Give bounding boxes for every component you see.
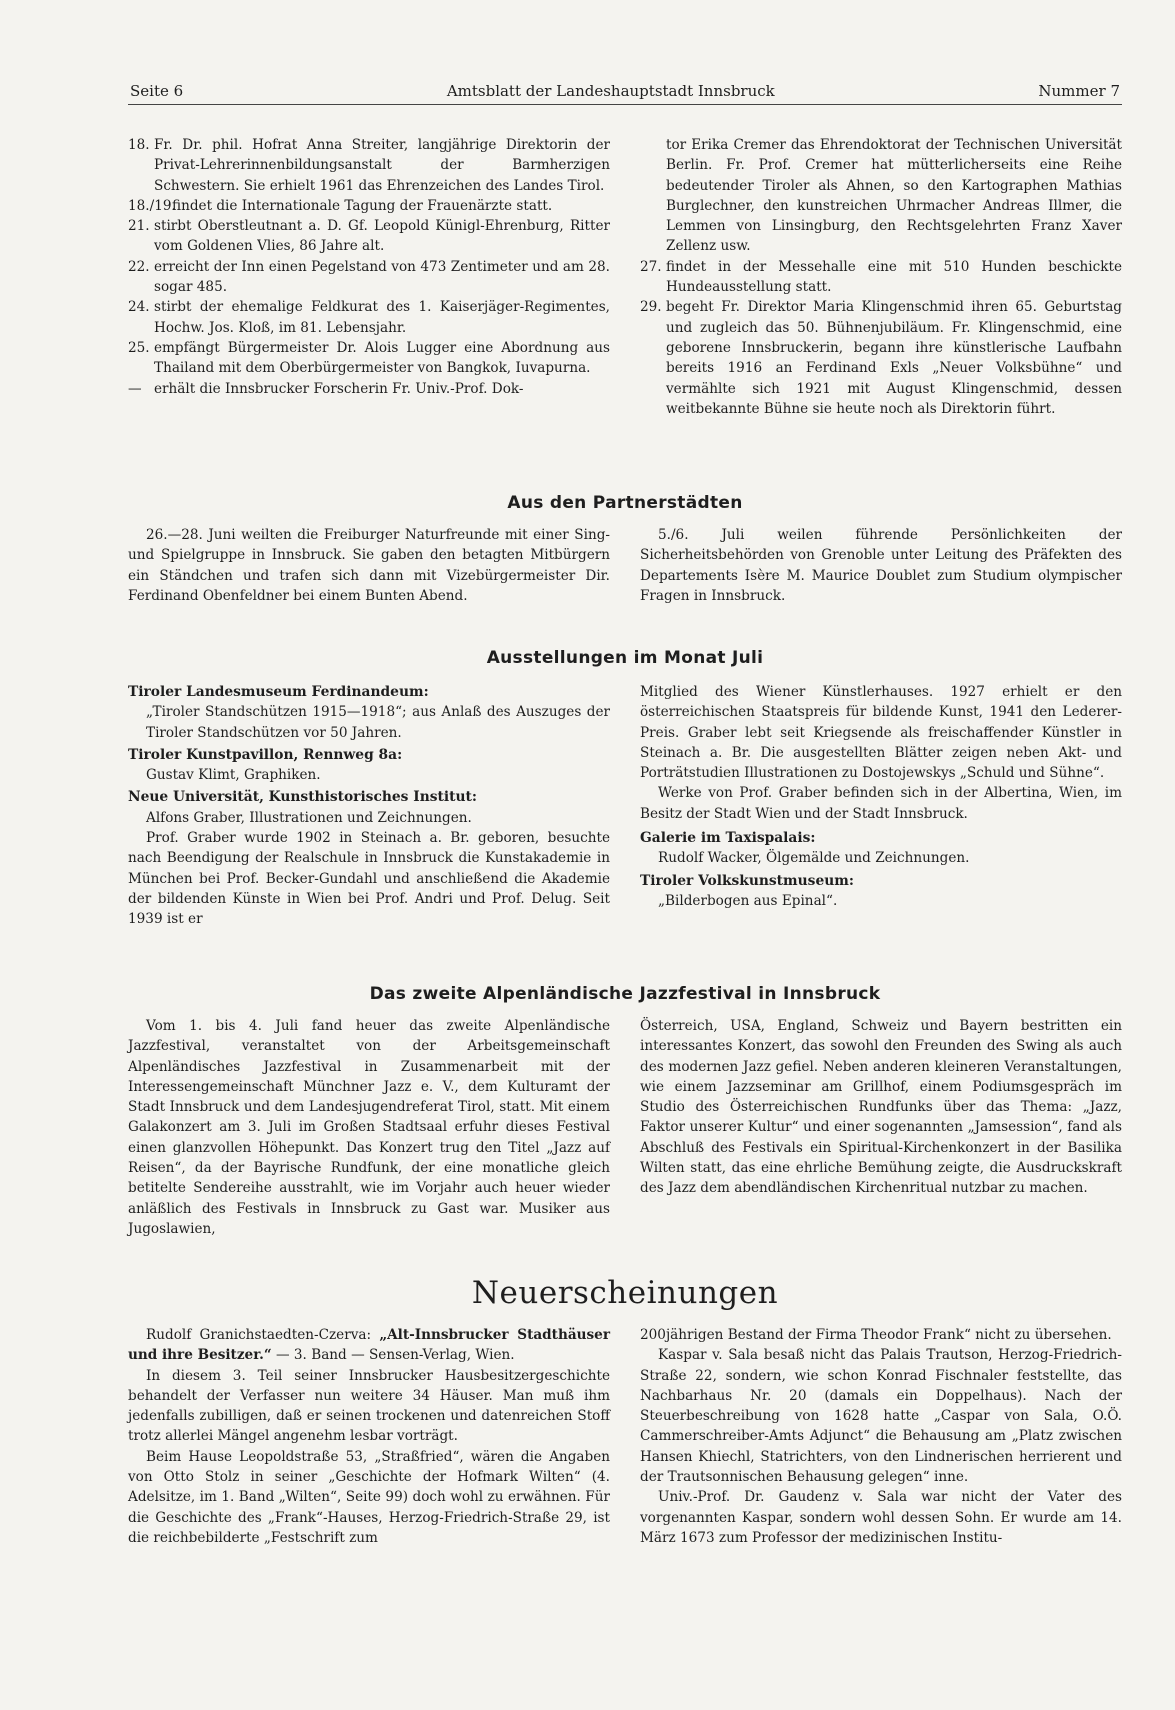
partner-paragraph: 5./6. Juli weilen führende Persönlichkeiten der Sicherheitsbehörden von Grenoble unter Leitung des Präfekten des Departements Isère M. Maurice Doublet zum Studium olympischer Fragen in Innsbruck. (640, 527, 1122, 604)
publication-title: Amtsblatt der Landeshauptstadt Innsbruck (446, 82, 775, 100)
section-heading-jazz-festival: Das zweite Alpenländische Jazzfestival in Innsbruck (369, 984, 881, 1004)
artist-works-note: Werke von Prof. Graber befinden sich in der Albertina, Wien, im Besitz der Stadt Wien und der Stadt Innsbruck. (640, 785, 1122, 822)
venue-exhibition: „Tiroler Standschützen 1915—1918“; aus Anlaß des Auszuges der Tiroler Standschützen vor 50 Jahren. (146, 704, 610, 741)
partner-section (128, 525, 1122, 606)
section-heading-exhibitions: Ausstellungen im Monat Juli (486, 648, 764, 668)
artist-biography-continued: Mitglied des Wiener Künstlerhauses. 1927 erhielt er den österreichischen Staatspreis für bildende Kunst, 1941 den Lederer-Preis. Graber lebt seit Kriegsende als freischaffender Künstler in Steinach a. Br. Die ausgestellten Blätter zeigen neben Akt- und Porträtstudien Illustrationen zu Dostojewskys „Schuld und Sühne“. (640, 684, 1122, 782)
partner-left-column (128, 525, 610, 606)
venue-name: Tiroler Volkskunstmuseum: (640, 872, 854, 889)
review-paragraph: Kaspar v. Sala besaß nicht das Palais Trautson, Herzog-Friedrich-Straße 22, sondern, wie schon Konrad Fischnaler feststellte, das Nachbarhaus Nr. 20 (damals ein Doppelhaus). Nach der Steuerbeschreibung von 1628 hatte „Caspar von Sala, O.Ö. Cammerschreiber-Amts Adjunct“ die Behausung am „Platz zwischen Hansen Khiechl, Statrichters, von den Lindnerischen herrierent und der Trautsonnischen Behausung gelegen“ inne. (640, 1347, 1122, 1486)
jazz-paragraph: Vom 1. bis 4. Juli fand heuer das zweite Alpenländische Jazzfestival, veranstaltet von der Arbeitsgemeinschaft Alpenländisches Jazzfestival in Zusammenarbeit mit der Interessengemeinschaft Münchner Jazz e. V., dem Kulturamt der Stadt Innsbruck und dem Landesjugendreferat Tirol, statt. Mit einem Galakonzert am 3. Juli im Großen Stadtsaal erfuhr dieses Festival einen glanzvollen Höhepunkt. Das Konzert trug den Titel „Jazz auf Reisen“, da der Bayrische Rundfunk, der eine monatliche gleich betitelte Sendereihe ausstrahlt, wie im Vorjahr auch heuer wieder anläßlich des Festivals in Innsbruck zu Gast war. Musiker aus Jugoslawien, (128, 1018, 610, 1237)
chronicle-entry: 24. stirbt der ehemalige Feldkurat des 1. Kaiserjäger-Regimentes, Hochw. Jos. Kloß, im 81. Lebensjahr. (128, 299, 610, 336)
chronicle-entry: 29. begeht Fr. Direktor Maria Klingenschmid ihren 65. Geburtstag und zugleich das 50. Bühnenjubiläum. Fr. Klingenschmid, eine geborene Innsbruckerin, begann ihre künstlerische Laufbahn bereits 1916 an Ferdinand Exls „Neuer Volksbühne“ und vermählte sich 1921 mit August Klingenschmid, dessen weitbekannte Bühne sie heute noch als Direktorin führt. (640, 299, 1122, 417)
chronicle-section (128, 135, 1122, 419)
book-title: „Alt-Innsbrucker Stadthäuser und ihre Besitzer.“ (128, 1327, 610, 1364)
exhibitions-right-column (640, 682, 1122, 930)
venue-exhibition: „Bilderbogen aus Epinal“. (658, 892, 838, 909)
running-header (130, 82, 1120, 100)
chronicle-entry: 27. findet in der Messehalle eine mit 510 Hunden beschickte Hundeausstellung statt. (640, 258, 1122, 296)
section-heading-partner-cities: Aus den Partnerstädten (507, 493, 743, 513)
venue-name: Tiroler Landesmuseum Ferdinandeum: (128, 684, 429, 700)
chronicle-left-column (128, 135, 610, 419)
venue-exhibition: Gustav Klimt, Graphiken. (146, 767, 321, 784)
venue-exhibition: Alfons Graber, Illustrationen und Zeichnungen. (146, 809, 472, 826)
jazz-right-column (640, 1016, 1122, 1239)
venue-exhibition: Rudolf Wacker, Ölgemälde und Zeichnungen. (658, 850, 970, 867)
artist-biography: Prof. Graber wurde 1902 in Steinach a. Br. geboren, besuchte nach Beendigung der Realschule in Innsbruck die Kunstakademie in München bei Prof. Becker-Gundahl und anschließend die Akademie der bildenden Künste in Wien bei Prof. Andri und Prof. Delug. Seit 1939 ist er (128, 830, 610, 928)
review-paragraph-continued: 200jährigen Bestand der Firma Theodor Frank“ nicht zu übersehen. (640, 1327, 1112, 1343)
exhibitions-left-column (128, 682, 610, 930)
section-heading-new-publications: Neuerscheinungen (471, 1275, 779, 1311)
chronicle-entry-continued: tor Erika Cremer das Ehrendoktorat der Technischen Universität Berlin. Fr. Prof. Cremer hat mütterlicherseits eine Reihe bedeutender Tiroler als Ahnen, so den Kartographen Mathias Burglechner, den kunstreichen Uhrmacher Andreas Illmer, die Lemmen von Linsingburg, den Rechtsgelehrten Franz Xaver Zellenz usw. (666, 137, 1122, 255)
review-paragraph: Univ.-Prof. Dr. Gaudenz v. Sala war nicht der Vater des vorgenannten Kaspar, sondern wohl dessen Sohn. Er wurde am 14. März 1673 zum Professor der medizinischen Institu- (640, 1489, 1122, 1546)
chronicle-entry: 18. Fr. Dr. phil. Hofrat Anna Streiter, langjährige Direktorin der Privat-Lehrerinnenbildungsanstalt der Barmherzigen Schwestern. Sie erhielt 1961 das Ehrenzeichen des Landes Tirol. (128, 137, 610, 194)
jazz-section (128, 1016, 1122, 1239)
venue-name: Tiroler Kunstpavillon, Rennweg 8a: (128, 746, 403, 763)
chronicle-entry: 21. stirbt Oberstleutnant a. D. Gf. Leopold Künigl-Ehrenburg, Ritter vom Goldenen Vlies, 86 Jahre alt. (128, 218, 610, 255)
header-rule (128, 104, 1122, 105)
publications-right-column (640, 1325, 1122, 1548)
partner-paragraph: 26.—28. Juni weilten die Freiburger Naturfreunde mit einer Sing- und Spielgruppe in Innsbruck. Sie gaben den betagten Mitbürgern ein Ständchen und trafen sich dann mit Vizebürgermeister Dir. Ferdinand Obenfeldner bei einem Bunten Abend. (128, 527, 610, 604)
chronicle-entry: 25. empfängt Bürgermeister Dr. Alois Lugger eine Abordnung aus Thailand mit dem Oberbürgermeister von Bangkok, Iuvapurna. (128, 339, 610, 377)
jazz-paragraph-continued: Österreich, USA, England, Schweiz und Bayern bestritten ein interessantes Konzert, das sowohl den Freunden des Swing als auch des modernen Jazz gefiel. Neben anderen kleineren Veranstaltungen, wie einem Jazzseminar am Grillhof, einem Podiumsgespräch im Studio des Österreichischen Rundfunks über das Thema: „Jazz, Faktor unserer Kultur“ und einer sogenannten „Jamsession“, fand als Abschluß des Festivals ein Spiritual-Kirchenkonzert in der Basilika Wilten statt, das eine ehrliche Bemühung zeigte, die Ausdruckskraft des Jazz dem abendländischen Kirchenritual nutzbar zu machen. (640, 1018, 1122, 1197)
page-number: Seite 6 (130, 82, 184, 100)
book-citation (128, 1325, 610, 1366)
jazz-left-column (128, 1016, 610, 1239)
review-paragraph: In diesem 3. Teil seiner Innsbrucker Hausbesitzergeschichte behandelt der Verfasser nun weitere 34 Häuser. Man muß ihm jedenfalls zubilligen, daß er seinen trockenen und datenreichen Stoff trotz allerlei Mängel angenehm lesbar vorträgt. (128, 1367, 610, 1445)
venue-name: Neue Universität, Kunsthistorisches Institut: (128, 789, 477, 806)
book-publisher: — 3. Band — Sensen-Verlag, Wien. (271, 1347, 515, 1364)
chronicle-entry: — erhält die Innsbrucker Forscherin Fr. Univ.-Prof. Dok- (128, 380, 524, 397)
chronicle-right-column (640, 135, 1122, 419)
exhibitions-section (128, 682, 1122, 930)
new-publications-section (128, 1325, 1122, 1548)
partner-right-column (640, 525, 1122, 606)
book-author: Rudolf Granichstaedten-Czerva: (146, 1327, 380, 1343)
review-paragraph: Beim Hause Leopoldstraße 53, „Straßfried“, wären die Angaben von Otto Stolz in seiner „Geschichte der Hofmark Wilten“ (4. Adelsitze, im 1. Band „Wilten“, Seite 99) doch wohl zu erwähnen. Für die Geschichte des „Frank“-Hauses, Herzog-Friedrich-Straße 29, ist die reichbebilderte „Festschrift zum (128, 1448, 610, 1546)
issue-number: Nummer 7 (1038, 82, 1120, 100)
chronicle-entry: 22. erreicht der Inn einen Pegelstand von 473 Zentimeter und am 28. sogar 485. (128, 258, 610, 296)
chronicle-entry: 18./19.findet die Internationale Tagung der Frauenärzte statt. (128, 197, 553, 214)
venue-name: Galerie im Taxispalais: (640, 830, 816, 847)
publications-left-column (128, 1325, 610, 1548)
